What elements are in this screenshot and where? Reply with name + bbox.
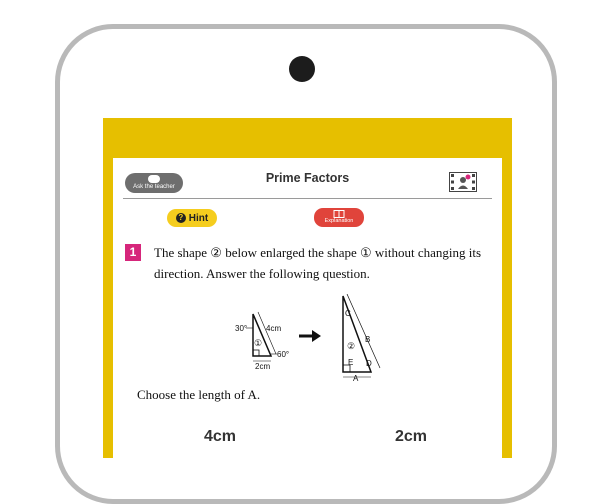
label-c: C — [345, 309, 351, 318]
hyp-4cm-label: 4cm — [266, 324, 282, 333]
base-2cm-label: 2cm — [255, 362, 271, 371]
explanation-button[interactable] — [314, 208, 364, 227]
triangle-figure — [233, 294, 403, 382]
ask-teacher-label: Ask the teacher — [133, 184, 175, 190]
shape-1-label: ① — [254, 338, 263, 348]
question-card — [113, 158, 502, 458]
header-divider — [123, 198, 492, 199]
choice-option-2[interactable]: 2cm — [395, 428, 428, 445]
page-title: Prime Factors — [265, 171, 350, 185]
question-number: 1 — [125, 244, 141, 261]
angle-30-label: 30° — [235, 324, 248, 333]
angle-60-label: 60° — [277, 350, 290, 359]
book-icon — [333, 210, 345, 218]
label-a: A — [353, 374, 359, 382]
question-text: The shape ② below enlarged the shape ① without changing its direction. Answer the following question. — [154, 245, 482, 281]
explanation-label: Explanation — [324, 218, 354, 224]
choice-option-1[interactable]: 4cm — [204, 428, 237, 445]
label-d: D — [366, 359, 372, 368]
hint-button[interactable] — [167, 209, 217, 227]
label-e: E — [348, 358, 354, 367]
label-b: B — [365, 335, 371, 344]
hint-label: Hint — [188, 212, 209, 224]
question-mark-icon: ? — [176, 213, 186, 223]
video-lesson-icon[interactable] — [449, 172, 477, 192]
camera-dot — [289, 56, 315, 82]
shape-2-label: ② — [347, 341, 356, 351]
arrow-head-icon — [312, 330, 321, 342]
question-prompt: Choose the length of A. — [137, 387, 261, 402]
